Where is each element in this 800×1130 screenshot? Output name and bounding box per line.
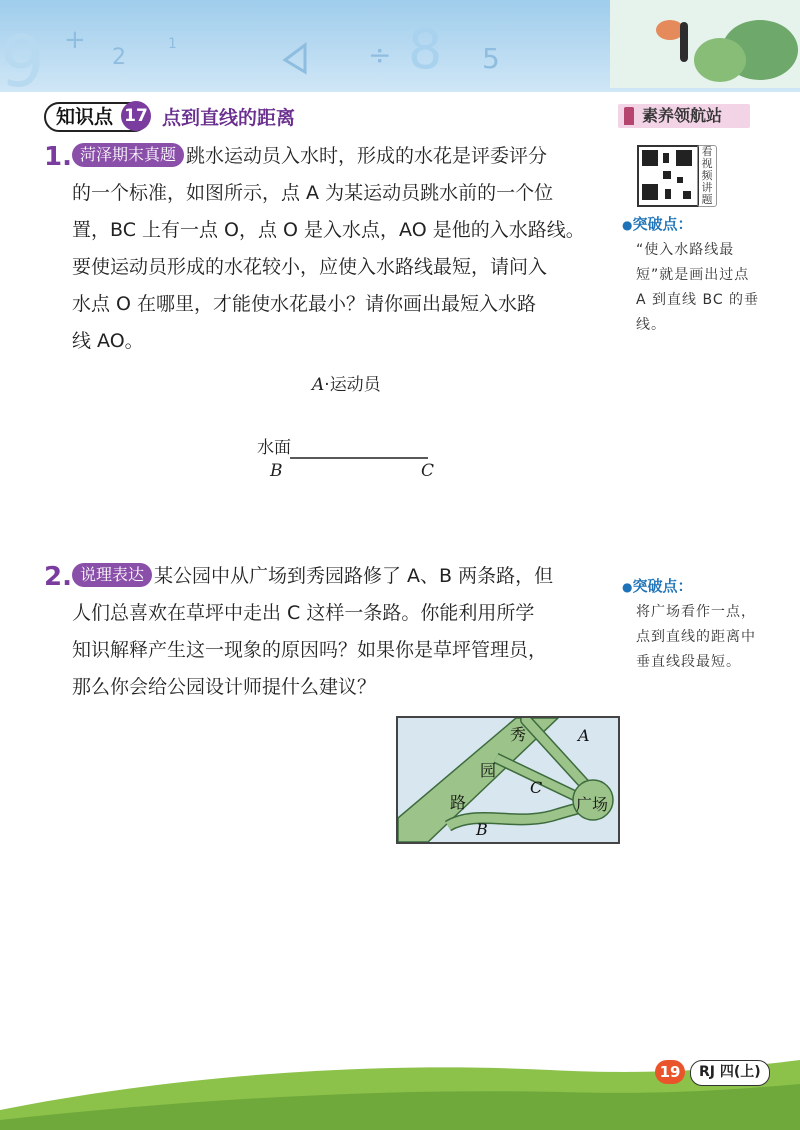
question-2-number: 2. <box>44 562 72 592</box>
point-c-label: C <box>421 461 435 481</box>
point-a-label: A·运动员 <box>312 375 381 395</box>
footer-grass <box>0 1040 800 1130</box>
knowledge-point-number: 17 <box>121 101 151 131</box>
question-2-tip-body: 将广场看作一点，点到直线的距离中垂直线段最短。 <box>636 604 756 670</box>
road-char-1: 秀 <box>510 725 527 744</box>
question-1-tip-heading: ●突破点： <box>622 215 693 233</box>
question-1-line-6: 线 AO。 <box>72 330 144 352</box>
question-1-tag: 菏泽期末真题 <box>72 143 184 167</box>
road-char-3: 路 <box>450 793 467 812</box>
svg-text:9: 9 <box>0 21 45 92</box>
road-char-2: 园 <box>480 761 497 780</box>
question-2-tip-heading: ●突破点： <box>622 577 693 595</box>
question-2-text <box>72 558 622 706</box>
question-2-line-3: 知识解释产生这一现象的原因吗？如果你是草坪管理员， <box>72 639 548 661</box>
page-number: 19 <box>655 1060 685 1084</box>
question-2-line-1: 某公园中从广场到秀园路修了 A、B 两条路，但 <box>154 565 554 587</box>
question-1-line-2: 的一个标准，如图所示，点 A 为某运动员跳水前的一个位 <box>72 182 554 204</box>
point-b-label: B <box>270 461 283 481</box>
question-1-line-3: 置，BC 上有一点 O，点 O 是入水点，AO 是他的入水路线。 <box>72 219 585 241</box>
question-2-line-4: 那么你会给公园设计师提什么建议？ <box>72 676 377 698</box>
water-surface-label: 水面 <box>257 438 291 458</box>
side-banner-label: 素养领航站 <box>642 106 723 125</box>
question-1-line-4: 要使运动员形成的水花较小，应使入水路线最短，请问入 <box>72 256 548 278</box>
question-2-line-2: 人们总喜欢在草坪中走出 C 这样一条路。你能利用所学 <box>72 602 535 624</box>
path-b-label: B <box>476 820 488 839</box>
question-2-tag: 说理表达 <box>72 563 152 587</box>
svg-text:5: 5 <box>482 42 500 75</box>
svg-text:8: 8 <box>408 18 443 81</box>
svg-text:1: 1 <box>168 36 177 52</box>
question-1-tip-body: “使入水路线最短”就是画出过点 A 到直线 BC 的垂线。 <box>636 242 760 333</box>
knowledge-point-title: 点到直线的距离 <box>162 107 296 129</box>
plaza-label: 广场 <box>576 795 609 814</box>
svg-text:÷: ÷ <box>368 38 392 71</box>
path-a-label: A <box>578 726 590 745</box>
park-diagram <box>396 716 620 844</box>
grade-label: RJ 四(上) <box>690 1060 770 1086</box>
question-1-line-5: 水点 O 在哪里，才能使水花最小？请你画出最短入水路 <box>72 293 537 315</box>
path-c-label: C <box>530 778 543 797</box>
question-2-line <box>72 558 622 595</box>
knowledge-point-label: 知识点 <box>56 106 114 128</box>
qr-label: 看视频讲题 <box>697 145 717 207</box>
svg-text:2: 2 <box>112 45 126 70</box>
question-1-line-1: 跳水运动员入水时，形成的水花是评委评分 <box>186 145 548 167</box>
question-1-number: 1. <box>44 142 72 172</box>
svg-text:+: + <box>64 25 86 55</box>
